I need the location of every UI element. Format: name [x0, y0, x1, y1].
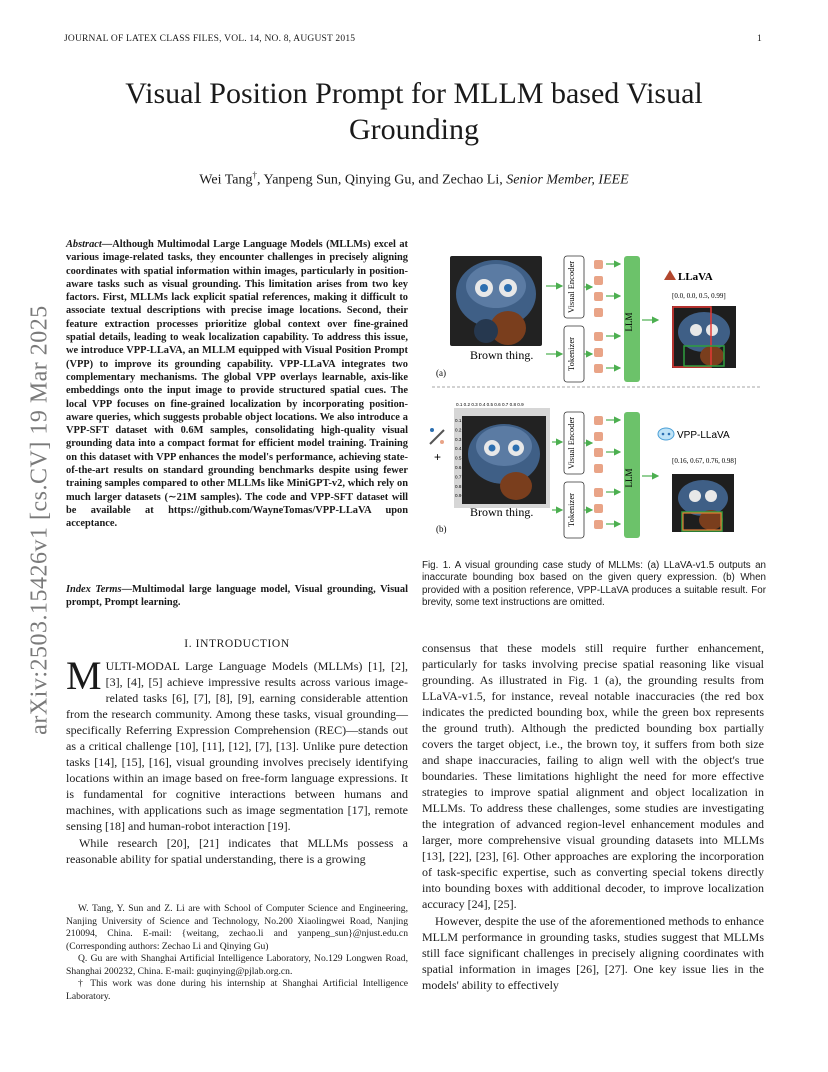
abstract — [66, 238, 408, 531]
running-head: JOURNAL OF LATEX CLASS FILES, VOL. 14, NO. 8, AUGUST 2015 — [64, 34, 356, 44]
intro-paragraph: However, despite the use of the aforementioned methods to enhance MLLM performance in grounding tasks, studies suggest that MLLMs still face significant challenges in precisely aligning coordinates with spatial information in images [26], [27]. One key issue lies in the models' ability to effectively — [422, 914, 764, 992]
axis-left-tick: 0.2 — [455, 427, 462, 433]
vpp-coords: [0.16, 0.67, 0.76, 0.98] — [672, 457, 737, 465]
figure-1-svg — [426, 236, 764, 546]
intro-paragraph: consensus that these models still require further enhancement, particularly for tasks involving precise spatial reasoning like visual grounding. As illustrated in Fig. 1 (a), the grounding results from LLaVA-v1.5, for instance, reveal notable inaccuracies (the red box indicates the predicted bounding box, while the green box represents the ground truth). Although the predicted bounding box partially covers the target object, i.e., the brown toy, it suffers from both size and shape inaccuracies, failing to align well with the object's true boundaries. These limitations highlight the need for more effective strategies to improve spatial alignment and object localization in MLLMs. To address these challenges, some studies are investigating the integration of advanced region-level enhancement modules and larger, more comprehensive visual grounding datasets into MLLMs [13], [22], [23], [6]. Other approaches are exploring the incorporation of task-specific expertise, such as converting special tokens directly into bounding boxes with additional decoder, to improve localization accuracy [24], [25]. — [422, 641, 764, 911]
footnote-affiliation-2: Q. Gu are with Shanghai Artificial Intelligence Laboratory, No.129 Longwen Road, Shanghai 200232, China. E-mail: guqinying@pjlab.org.cn. — [66, 953, 408, 977]
toy-image-a — [450, 256, 542, 346]
axis-left-tick: 0.4 — [455, 446, 462, 452]
axis-left-tick: 0.5 — [455, 455, 462, 461]
plus-sign: + — [434, 450, 442, 464]
axis-left-tick: 0.3 — [455, 436, 462, 442]
footnote-internship: † This work was done during his internship at Shanghai Artificial Intelligence Laboratory. — [66, 978, 408, 1002]
author-role: Senior Member, IEEE — [506, 172, 629, 188]
axis-left-tick: 0.1 — [455, 418, 462, 423]
page-number: 1 — [757, 34, 762, 44]
vpp-llava-name: VPP-LLaVA — [677, 430, 730, 441]
result-image-a — [672, 306, 736, 368]
intro-p1-text: ULTI-MODAL Large Language Models (MLLMs) [1], [2], [3], [4], [5] achieve impressive results across various image-related tasks [6], [7], [8], [9], earning considerable attention from the research community. Among these tasks, visual grounding—specifically Referring Expression Comprehension (REC)—stands out as a critical challenge [10], [11], [12], [7], [13]. Unlike pure detection tasks [14], [15], [16], visual grounding involves precisely identifying locations within an image based on free-form language expressions. It is fundamental for cognitive interactions between humans and machines, with applications such as image segmentation [17], remote sensing [18] and human-robot interaction [19]. — [66, 659, 408, 833]
axis-left-tick: 0.8 — [455, 483, 462, 489]
llava-name: LLaVA — [678, 271, 713, 283]
panel-label-b: (b) — [436, 524, 447, 534]
arxiv-id: arXiv:2503.15426v1 [cs.CV] 19 Mar 2025 — [26, 305, 53, 735]
magic-wand-icon — [430, 428, 444, 444]
footnotes — [66, 903, 408, 1003]
result-image-b — [672, 474, 734, 532]
llm-label-a: LLM — [624, 312, 634, 332]
index-terms — [66, 583, 408, 610]
author-line — [60, 170, 768, 189]
intro-column-right — [422, 640, 764, 993]
llava-logo-icon — [664, 270, 676, 280]
arxiv-stamp — [18, 280, 62, 760]
author-mark: † — [252, 170, 257, 180]
toy-image-b-with-axes — [454, 408, 550, 508]
vpp-llava-logo-icon — [658, 428, 674, 440]
abstract-text: —Although Multimodal Large Language Models (MLLMs) excel at various image-related tasks, they encounter challenges in precisely aligning coordinates with spatial information within images, particularly in position-aware tasks such as visual grounding. This limitation arises from two key factors. First, MLLMs lack explicit spatial references, making it difficult to associate textual descriptions with precise image locations. Second, their feature extraction processes prioritize global context over fine-grained spatial details, leading to weak localization capability. To address this issue, we introduce VPP-LLaVA, an MLLM equipped with Visual Position Prompt (VPP) to improve its grounding capability. VPP-LLaVA integrates two complementary mechanisms. The global VPP overlays learnable, axis-like embeddings onto the input image to provide structured spatial cues. The local VPP focuses on fine-grained localization by incorporating position-aware queries, which suggests probable object locations. We also introduce a VPP-SFT dataset with 0.6M samples, consolidating high-quality visual grounding data into a compact format for efficient model training. Training on this dataset with VPP enhances the model's performance, achieving state-of-the-art results on standard grounding benchmarks despite using fewer training samples compared to other MLLMs like MiniGPT-v2, which rely on much larger datasets (∼21M samples). The code and VPP-SFT dataset will be available at https://github.com/WayneTomas/VPP-LLaVA upon acceptance. — [66, 239, 408, 530]
abstract-lead: Abstract — [66, 239, 102, 250]
axis-left-tick: 0.9 — [455, 493, 462, 499]
tokenizer-label-b: Tokenizer — [566, 493, 576, 527]
drop-cap: M — [66, 653, 102, 698]
llm-label-b: LLM — [624, 468, 634, 488]
token-blocks-b — [552, 416, 620, 529]
llava-coords: [0.0, 0.0, 0.5, 0.99] — [672, 292, 726, 300]
intro-column-left — [66, 653, 408, 867]
axis-left-labels — [455, 418, 462, 498]
axis-left-tick: 0.6 — [455, 465, 462, 470]
figure-1 — [426, 236, 764, 546]
section-heading: I. INTRODUCTION — [184, 638, 290, 650]
axis-top-labels: 0.1 0.2 0.3 0.4 0.5 0.6 0.7 0.8 0.9 — [456, 402, 524, 407]
tokenizer-label-a: Tokenizer — [566, 337, 576, 371]
index-terms-text: —Multimodal large language model, Visual grounding, Visual prompt, Prompt learning. — [66, 584, 408, 609]
axis-left-tick: 0.7 — [455, 474, 462, 480]
token-blocks-a — [546, 260, 620, 373]
paper-title: Visual Position Prompt for MLLM based Visual Grounding — [125, 77, 703, 146]
footnote-affiliation-1: W. Tang, Y. Sun and Z. Li are with School of Computer Science and Engineering, Nanjing University of Science and Technology, No.200 Xiaolingwei Road, Nanjing 210094, China. E-mail: {weitang, zechao.li and yanpeng_sun}@njust.edu.cn (Corresponding authors: Zechao Li and Qinying Gu) — [66, 903, 408, 952]
visual-encoder-label-a: Visual Encoder — [566, 260, 576, 314]
query-text-a: Brown thing. — [470, 348, 534, 362]
visual-encoder-label-b: Visual Encoder — [566, 416, 576, 470]
panel-label-a: (a) — [436, 368, 446, 378]
intro-paragraph: While research [20], [21] indicates that MLLMs possess a reasonable ability for spatial understanding, there is a growing — [66, 836, 408, 866]
query-text-b: Brown thing. — [470, 505, 534, 519]
author-rest: , Yanpeng Sun, Qinying Gu, and Zechao Li, — [257, 172, 503, 188]
figure-caption: Fig. 1. A visual grounding case study of MLLMs: (a) LLaVA-v1.5 outputs an inaccurate bounding box based on the given query expression. (b) When provided with a position reference, VPP-LLaVA produces a suitable result. For brevity, some text instructions are omitted. — [422, 560, 766, 609]
intro-paragraph — [66, 653, 408, 834]
author-first: Wei Tang — [199, 172, 253, 188]
index-terms-lead: Index Terms — [66, 584, 122, 595]
